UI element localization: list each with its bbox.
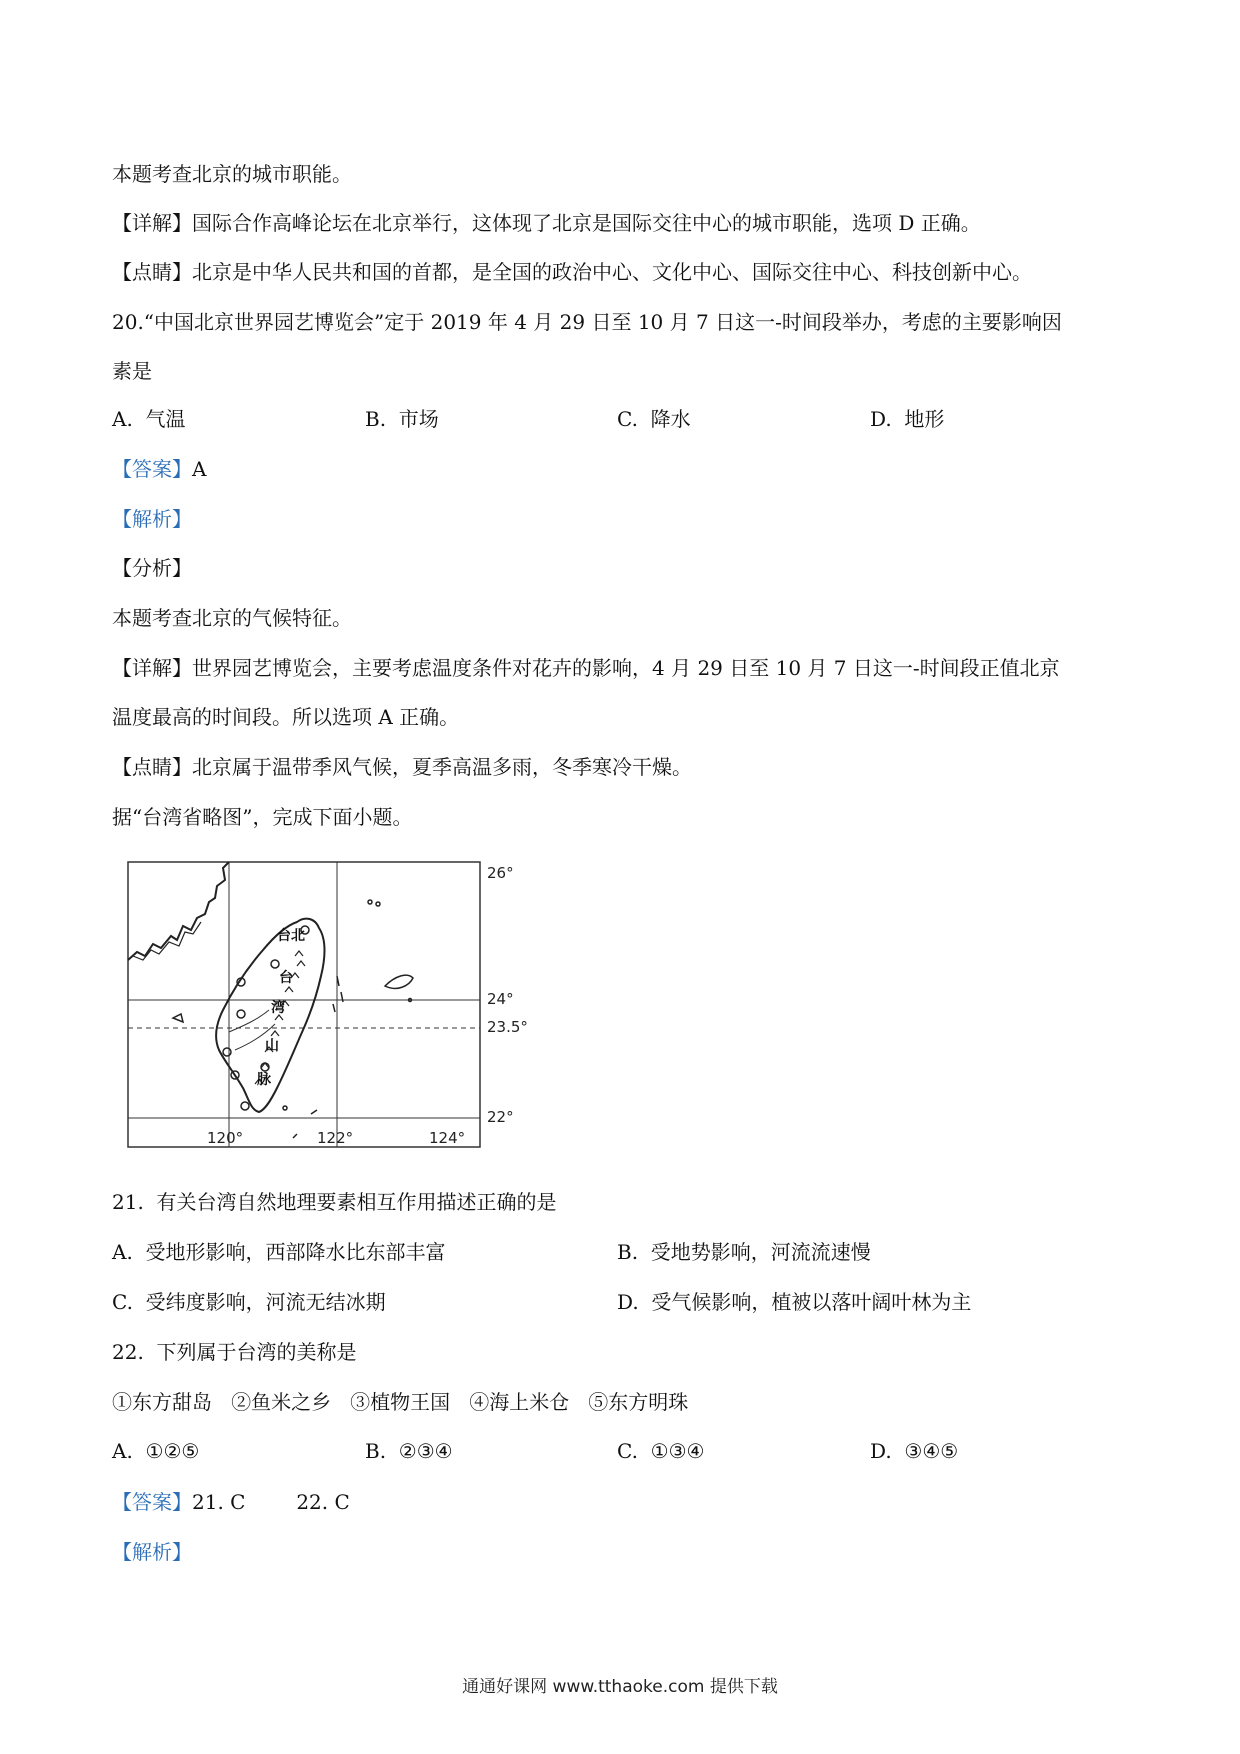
detail-text: 世界园艺博览会，主要考虑温度条件对花卉的影响，4 月 29 日至 10 月 7 日这一-时间段正值北京: [192, 656, 1060, 680]
q22-option-b: B. ②③④: [365, 1439, 453, 1463]
mountain-char-1: 台: [279, 970, 293, 986]
map-intro: 据“台湾省略图”，完成下面小题。: [112, 805, 413, 829]
answer-value: A: [192, 457, 207, 481]
lon-label-120: 120°: [207, 1129, 244, 1147]
answer-22: 22. C: [296, 1490, 350, 1514]
q21-option-d: D. 受气候影响，植被以落叶阔叶林为主: [617, 1290, 972, 1314]
lat-label-22: 22°: [487, 1108, 514, 1126]
detail-tag: 【详解】: [112, 656, 192, 680]
detail-paragraph: [112, 209, 981, 237]
q22-option-d: D. ③④⑤: [870, 1439, 959, 1463]
answer-tag: 【答案】: [112, 1490, 192, 1514]
page-footer: 通通好课网 www.tthaoke.com 提供下载: [462, 1677, 778, 1697]
q22-option-c: C. ①③④: [617, 1439, 705, 1463]
mountain-char-3: 山: [265, 1038, 279, 1054]
answers-line: [112, 1488, 350, 1516]
detail-tag: 【详解】: [112, 211, 192, 235]
q20-analyze-text: 本题考查北京的气候特征。: [112, 606, 352, 630]
q20-point: [112, 753, 692, 781]
lat-label-24: 24°: [487, 990, 514, 1008]
point-tag: 【点睛】: [112, 755, 192, 779]
q20-option-c: C. 降水: [617, 407, 691, 431]
q20-stem-line1: 20.“中国北京世界园艺博览会”定于 2019 年 4 月 29 日至 10 月 7 日这一-时间段举办，考虑的主要影响因: [112, 310, 1062, 334]
q20-option-a: A. 气温: [112, 407, 186, 431]
q20-analysis-tag: 【解析】: [112, 507, 192, 531]
mountain-char-4: 脉: [257, 1072, 271, 1088]
q21-option-c: C. 受纬度影响，河流无结冰期: [112, 1290, 386, 1314]
lon-label-124: 124°: [429, 1129, 466, 1147]
lon-label-122: 122°: [317, 1129, 354, 1147]
place-taipei: 台北: [277, 928, 305, 944]
q22-option-a: A. ①②⑤: [112, 1439, 200, 1463]
q20-detail-line1: [112, 654, 1060, 682]
q20-detail-line2: 温度最高的时间段。所以选项 A 正确。: [112, 705, 460, 729]
q20-stem-line2: 素是: [112, 359, 152, 383]
point-tag: 【点睛】: [112, 260, 192, 284]
mountain-char-2: 湾: [271, 1000, 285, 1016]
intro-text: 本题考查北京的城市职能。: [112, 162, 352, 186]
answer-21: 21. C: [192, 1490, 246, 1514]
point-text: 北京属于温带季风气候，夏季高温多雨，冬季寒冷干燥。: [192, 755, 692, 779]
q20-analyze-tag: 【分析】: [112, 556, 192, 580]
analysis2-tag: 【解析】: [112, 1540, 192, 1564]
point-paragraph: [112, 258, 1032, 286]
q21-option-b: B. 受地势影响，河流流速慢: [617, 1240, 871, 1264]
q20-answer: [112, 455, 206, 483]
answer-tag: 【答案】: [112, 457, 192, 481]
q21-stem: 21. 有关台湾自然地理要素相互作用描述正确的是: [112, 1190, 557, 1214]
map-frame: [128, 862, 480, 1147]
q22-stem: 22. 下列属于台湾的美称是: [112, 1340, 357, 1364]
q22-items: ①东方甜岛 ②鱼米之乡 ③植物王国 ④海上米仓 ⑤东方明珠: [112, 1390, 689, 1414]
q20-option-b: B. 市场: [365, 407, 439, 431]
q20-option-d: D. 地形: [870, 407, 945, 431]
detail-text: 国际合作高峰论坛在北京举行，这体现了北京是国际交往中心的城市职能，选项 D 正确。: [192, 211, 981, 235]
point-text: 北京是中华人民共和国的首都，是全国的政治中心、文化中心、国际交往中心、科技创新中心。: [192, 260, 1032, 284]
q21-option-a: A. 受地形影响，西部降水比东部丰富: [112, 1240, 446, 1264]
lat-label-23-5: 23.5°: [487, 1018, 528, 1036]
lat-label-26: 26°: [487, 864, 514, 882]
taiwan-map: [125, 860, 545, 1160]
